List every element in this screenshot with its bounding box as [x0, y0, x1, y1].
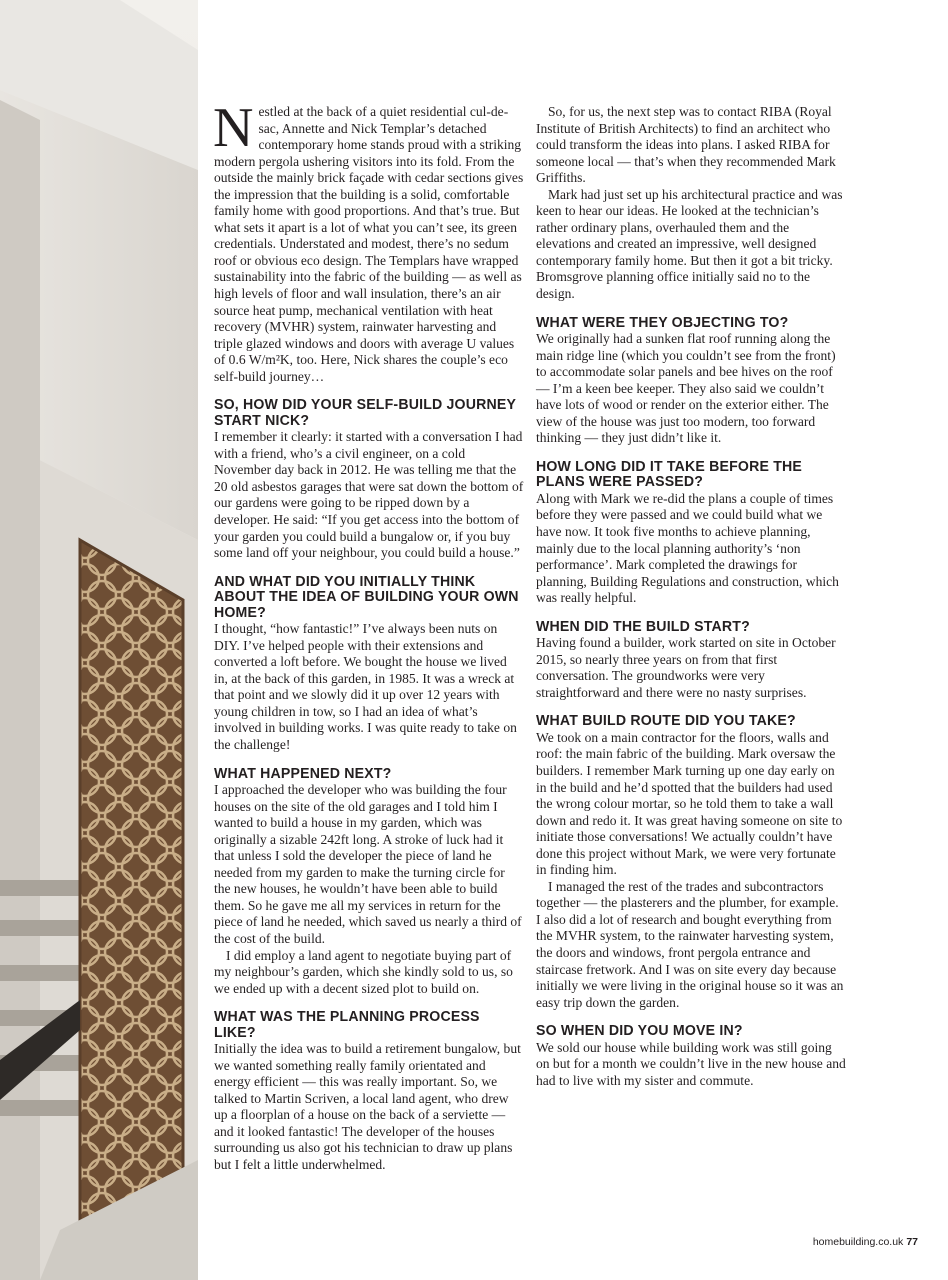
section-paragraph: Having found a builder, work started on site in October 2015, so nearly three years on from that first conversation. The groundworks were very straightforward and there were no nasty surprises.	[536, 635, 836, 700]
staircase-photo-illustration	[0, 0, 198, 1280]
intro-paragraph	[213, 97, 524, 385]
section-paragraph: I did employ a land agent to negotiate buying part of my neighbour’s garden, which she kindly sold to us, so we ended up with a decent sized plot to build on.	[214, 947, 513, 996]
section-heading: HOW LONG DID IT TAKE BEFORE THE PLANS WERE PASSED?	[536, 457, 803, 491]
article-column-left	[213, 97, 524, 1172]
page-folio	[813, 1236, 918, 1248]
section-paragraph: We originally had a sunken flat roof running along the main ridge line (which you couldn’t see from the front) to accommodate solar panels and bee hives on the roof — I’m a keen bee keeper. They also said we couldn’t have lots of wood or render on the exterior either. The view of the house was just too modern, too forward thinking — they just didn’t like it.	[536, 331, 836, 446]
section-heading: WHAT WERE THEY OBJECTING TO?	[536, 313, 789, 331]
intro-text: estled at the back of a quiet residential cul-de-sac, Annette and Nick Templar’s detached contemporary home stands proud with a striking modern pergola ushering visitors into its fold. From the outside the mainly brick façade with cedar sections gives the impression that the building is a solid, comfortable family home with good proportions. And that’s true. But what sets it apart is a lot of what you can’t see, its green credentials. Understated and modest, there’s no sedum roof or obvious eco design. The Templars have wrapped sustainability into the fabric of the building — as well as high levels of floor and wall insulation, there’s an air source heat pump, mechanical ventilation with heat recovery (MVHR) system, rainwater harvesting and triple glazed windows and doors with average U values of 0.6 W/m²K, too. Here, Nick shares the couple’s eco self-build journey…	[214, 104, 524, 384]
section-heading: WHEN DID THE BUILD START?	[536, 617, 750, 635]
section-paragraph: Mark had just set up his architectural practice and was keen to hear our ideas. He looked at the technician’s rather ordinary plans, overhauled them and the elevations and created an impressive, well designed contemporary family home. But then it got a bit tricky. Bromsgrove planning office initially said no to the design.	[536, 186, 843, 302]
section-heading: SO WHEN DID YOU MOVE IN?	[536, 1022, 743, 1040]
staircase-photo	[0, 0, 198, 1280]
drop-cap: N	[213, 97, 254, 159]
page-number: 77	[906, 1236, 918, 1248]
article-column-right	[536, 104, 846, 1089]
section-paragraph: I approached the developer who was building the four houses on the site of the old garages and I told him I wanted to build a house in my garden, which was originally a sizable 242ft long. A stroke of luck had it that unless I sold the developer the piece of land he needed from my garden to make the turning circle for the new houses, he wouldn’t have been able to build them. So he gave me all my services in return for the piece of land he needed, which saved us nearly a third of the cost of the build.	[214, 782, 522, 946]
section-heading: WHAT WAS THE PLANNING PROCESS LIKE?	[214, 1008, 480, 1041]
section-paragraph: We sold our house while building work was still going on but for a month we couldn’t live in the new house and had to live with my sister and commute.	[536, 1039, 846, 1088]
section-heading: WHAT HAPPENED NEXT?	[214, 764, 392, 782]
section-heading: AND WHAT DID YOU INITIALLY THINK ABOUT THE IDEA OF BUILDING YOUR OWN HOME?	[214, 572, 519, 621]
section-heading: WHAT BUILD ROUTE DID YOU TAKE?	[536, 712, 796, 730]
section-paragraph: Initially the idea was to build a retirement bungalow, but we wanted something really family orientated and energy efficient — this was really important. So, we talked to Martin Scriven, a local land agent, who drew up a floorplan of a house on the back of a serviette — and it looked fantastic! The developer of the houses surrounding us also got his technician to draw up plans but I felt a little underwhelmed.	[214, 1041, 521, 1172]
section-paragraph: I thought, “how fantastic!” I’ve always been nuts on DIY. I’ve helped people with their extensions and converted a loft before. We bought the house we lived in, at the back of this garden, in 1985. It was a wreck at that point and we slowly did it up over 12 years with young children in tow, so I had an idea of what’s involved in building works. I was quite ready to take on the challenge!	[214, 621, 517, 752]
section-paragraph: We took on a main contractor for the floors, walls and roof: the main fabric of the building. Mark oversaw the builders. I remember Mark turning up one day early on in the build and he’d spotted that the builders had used the wrong colour mortar, so he told them to take a wall down and redo it. It was great having someone on site to initiate those conversations! We actually couldn’t have done this project without Mark, we were very fortunate in finding him.	[536, 729, 843, 878]
section-paragraph: I managed the rest of the trades and subcontractors together — the plasterers and the plumber, for example. I also did a lot of research and bought everything from the MVHR system, to the rainwater harvesting system, the doors and windows, front pergola entrance and staircase fretwork. And I was on site every day because initially we were living in the original house so it was an easy trip down the garden.	[536, 878, 844, 1010]
section-paragraph: I remember it clearly: it started with a conversation I had with a friend, who’s a civil engineer, on a cold November day back in 2012. He was telling me that the 20 old asbestos garages that were sat down the bottom of our gardens were going to be ripped down by a developer. He said: “If you get access into the bottom of your garden you could build a bungalow or, if you buy some land off your neighbour, you could build a house.”	[214, 429, 524, 561]
website-url[interactable]: homebuilding.co.uk	[812, 1236, 904, 1248]
section-heading: SO, HOW DID YOUR SELF-BUILD JOURNEY START NICK?	[214, 396, 516, 429]
section-paragraph: Along with Mark we re-did the plans a couple of times before they were passed and we could build what we have now. It took five months to achieve planning, mainly due to the local planning authority’s ‘non performance’. Mark completed the drawings for planning, Building Regulations and construction, which was really helpful.	[536, 490, 839, 606]
section-paragraph: So, for us, the next step was to contact RIBA (Royal Institute of British Architects) to find an architect who could transform the ideas into plans. I asked RIBA for someone local — that’s when they recommended Mark Griffiths.	[536, 104, 836, 186]
